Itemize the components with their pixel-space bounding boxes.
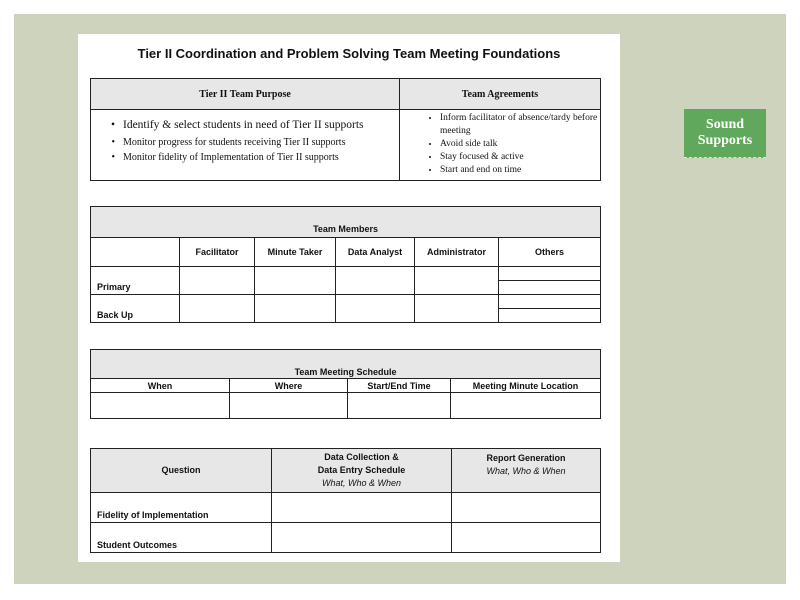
column-header-minute-location: Meeting Minute Location [451,379,601,393]
row-label-fidelity: Fidelity of Implementation [91,493,272,523]
agreement-item: • Inform facilitator of absence/tardy before meeting [440,112,600,138]
data-collection-header-line1: Data Collection & [324,452,399,462]
data-collection-table [90,448,601,553]
where-cell[interactable] [230,393,348,419]
logo-line-2: Supports [697,133,753,148]
fidelity-collection-cell[interactable] [272,493,452,523]
question-header: Question [91,449,272,493]
purpose-item: • Identify & select students in need of Tier II supports [115,118,399,133]
agreement-item: • Stay focused & active [440,151,600,164]
column-header-data-analyst: Data Analyst [336,238,415,267]
column-header-when: When [91,379,230,393]
agreements-cell [400,110,601,181]
primary-others-cell[interactable] [499,267,601,281]
row-label-back-up: Back Up [91,295,180,323]
backup-minute-taker-cell[interactable] [255,295,336,323]
fidelity-report-cell[interactable] [452,493,601,523]
column-header-where: Where [230,379,348,393]
primary-facilitator-cell[interactable] [180,267,255,295]
outcomes-collection-cell[interactable] [272,523,452,553]
purpose-agreements-table [90,78,601,181]
primary-minute-taker-cell[interactable] [255,267,336,295]
report-generation-header-sub: What, Who & When [486,466,566,476]
document-page [78,34,620,562]
blank-header-cell [91,238,180,267]
purpose-header: Tier II Team Purpose [91,79,400,110]
outcomes-report-cell[interactable] [452,523,601,553]
backup-data-analyst-cell[interactable] [336,295,415,323]
meeting-schedule-table [90,349,601,419]
document-title: Tier II Coordination and Problem Solving Team Meeting Foundations [137,46,561,61]
agreements-header: Team Agreements [400,79,601,110]
report-generation-header-title: Report Generation [486,453,566,463]
purpose-cell [91,110,400,181]
meeting-schedule-title: Team Meeting Schedule [91,350,601,379]
backup-administrator-cell[interactable] [415,295,499,323]
team-members-table [90,206,601,323]
report-generation-header [452,449,601,493]
row-label-primary: Primary [91,267,180,295]
data-collection-header-line2: Data Entry Schedule [317,465,406,475]
agreement-item: • Avoid side talk [440,138,600,151]
when-cell[interactable] [91,393,230,419]
column-header-minute-taker: Minute Taker [255,238,336,267]
minute-location-cell[interactable] [451,393,601,419]
primary-administrator-cell[interactable] [415,267,499,295]
row-label-student-outcomes: Student Outcomes [91,523,272,553]
purpose-item: • Monitor fidelity of Implementation of Tier II supports [115,150,399,165]
data-collection-header [272,449,452,493]
backup-others-cell[interactable] [499,309,601,323]
team-members-title: Team Members [91,207,601,238]
data-collection-header-sub: What, Who & When [321,478,402,488]
start-end-time-cell[interactable] [348,393,451,419]
column-header-facilitator: Facilitator [180,238,255,267]
agreements-list [400,110,600,177]
logo-line-1: Sound [705,117,745,132]
purpose-item: • Monitor progress for students receiving Tier II supports [115,135,399,150]
primary-data-analyst-cell[interactable] [336,267,415,295]
purpose-list [91,110,399,165]
column-header-others: Others [499,238,601,267]
backup-others-cell[interactable] [499,295,601,309]
agreement-item: • Start and end on time [440,164,600,177]
column-header-administrator: Administrator [415,238,499,267]
column-header-start-end-time: Start/End Time [348,379,451,393]
sound-supports-logo [684,109,766,158]
primary-others-cell[interactable] [499,281,601,295]
backup-facilitator-cell[interactable] [180,295,255,323]
